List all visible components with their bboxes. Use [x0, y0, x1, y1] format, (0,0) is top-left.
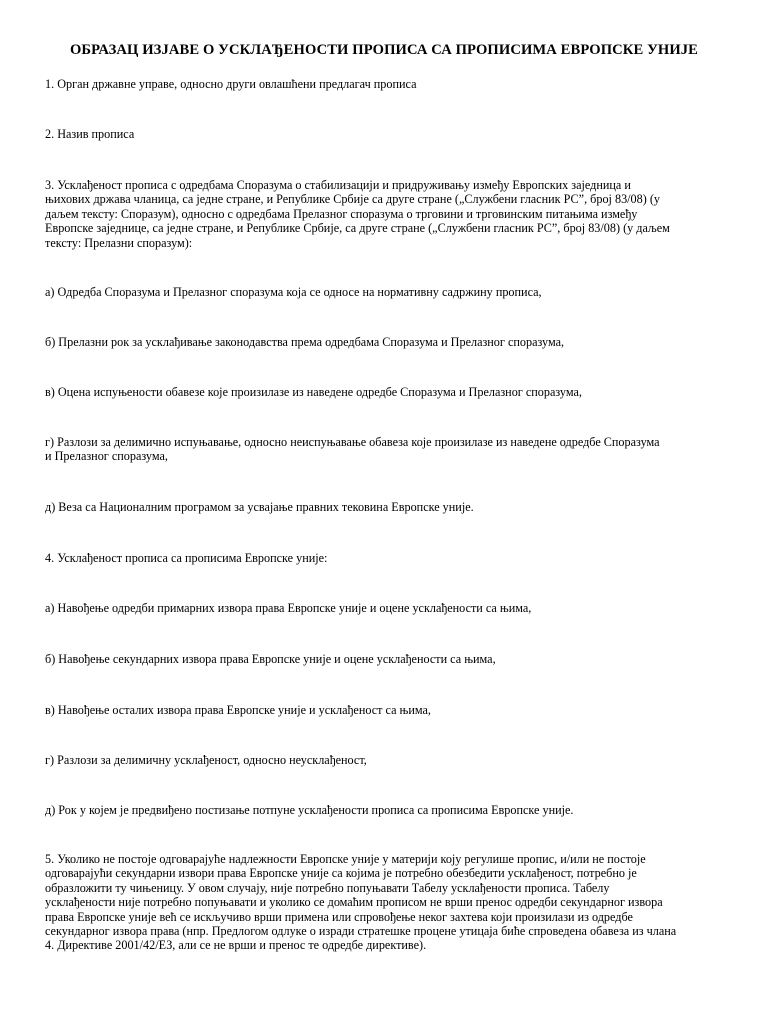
item-4a: а) Навођење одредби примарних извора права Европске уније и оцене усклађености са њима, — [45, 601, 532, 615]
item-4g: г) Разлози за делимичну усклађеност, односно неусклађеност, — [45, 753, 367, 767]
item-3d: д) Веза са Националним програмом за усвајање правних тековина Европске уније. — [45, 500, 474, 514]
item-5-line: одговарајући секундарни извори права Европске уније са којима је потребно обезбедити усклађеност, потребно је — [45, 866, 637, 881]
item-5-no-competence — [45, 852, 725, 953]
item-2-regulation-name: 2. Назив прописа — [45, 127, 135, 141]
item-3-line: Европске заједнице, са једне стране, и Републике Србије, са друге стране („Службени гласник РС”, број 83/08) (у даљем — [45, 221, 670, 236]
item-5-line: образложити ту чињеницу. У овом случају, није потребно попуњавати Табелу усклађености прописа. Табелу — [45, 880, 610, 895]
item-3-line: 3. Усклађеност прописа с одредбама Споразума о стабилизацији и придруживању између Европских заједница и — [45, 178, 631, 192]
item-4d: д) Рок у којем је предвиђено постизање потпуне усклађености прописа са прописима Европске уније. — [45, 803, 574, 817]
item-3g — [45, 435, 725, 464]
item-3-line: њихових држава чланица, са једне стране, и Републике Србије са друге стране („Службени гласник РС”, број 83/08) (у — [45, 192, 661, 207]
item-1-authority: 1. Орган државне управе, односно други овлашћени предлагач прописа — [45, 77, 417, 91]
item-3-agreement-compliance — [45, 178, 725, 250]
item-5-line: секундарног извора права (нпр. Предлогом одлуке о изради стратешке процене утицаја биће спроведена обавеза из члана — [45, 924, 677, 939]
item-3g-line: и Прелазног споразума, — [45, 449, 168, 464]
item-4-eu-compliance: 4. Усклађеност прописа са прописима Европске уније: — [45, 551, 328, 565]
item-5-line: 4. Директиве 2001/42/ЕЗ, али се не врши и пренос те одредбе директиве). — [45, 938, 427, 953]
item-3-line: даљем тексту: Споразум), односно с одредбама Прелазног споразума о трговини и трговинским питањима између — [45, 206, 638, 221]
item-3a: а) Одредба Споразума и Прелазног споразума која се односе на нормативну садржину прописа, — [45, 285, 542, 299]
item-3v: в) Оцена испуњености обавезе које произилазе из наведене одредбе Споразума и Прелазног споразума, — [45, 385, 582, 399]
item-3b: б) Прелазни рок за усклађивање законодавства према одредбама Споразума и Прелазног споразума, — [45, 335, 565, 349]
item-5-line: усклађености није потребно попуњавати и уколико се домаћим прописом не врши пренос одредби секундарног извора — [45, 895, 663, 910]
item-5-line: 5. Уколико не постоје одговарајуће надлежности Европске уније у материји коју регулише пропис, и/или не постоје — [45, 852, 646, 866]
item-4v: в) Навођење осталих извора права Европске уније и усклађеност са њима, — [45, 703, 431, 717]
item-5-line: права Европске уније већ се искључиво врши примена или спровођење неког захтева који произилази из одредбе — [45, 909, 633, 924]
item-3g-line: г) Разлози за делимично испуњавање, односно неиспуњавање обавеза које произилазе из наведене одредбе Споразума — [45, 435, 660, 449]
document-title: ОБРАЗАЦ ИЗЈАВЕ О УСКЛАЂЕНОСТИ ПРОПИСА СА ПРОПИСИМА ЕВРОПСКЕ УНИЈЕ — [69, 42, 699, 58]
item-3-line: тексту: Прелазни споразум): — [45, 235, 193, 250]
item-4b: б) Навођење секундарних извора права Европске уније и оцене усклађености са њима, — [45, 652, 496, 666]
